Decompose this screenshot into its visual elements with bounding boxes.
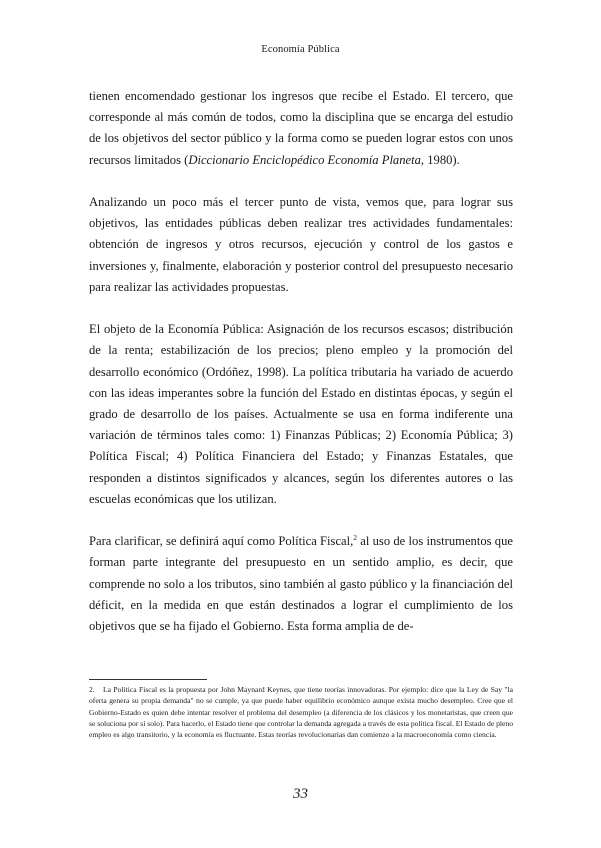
footnote-reference[interactable]: 2 (353, 533, 358, 543)
paragraph-1-text: tienen encomendado gestionar los ingresos que recibe el Estado. El tercero, que corresponde al más común de todos, como la disciplina que se encarga del estudio de los objetivos del sector público y la forma como se pueden lograr estos con unos recursos limitados ( (89, 89, 513, 167)
cited-source: Diccionario Enciclopédico Economía Planeta (188, 152, 421, 167)
footnote (89, 684, 513, 740)
footnote-separator (89, 679, 207, 680)
paragraph-2: Analizando un poco más el tercer punto de vista, vemos que, para lograr sus objetivos, las entidades públicas deben realizar tres actividades fundamentales: obtención de ingresos y otros recursos, ejecución y control de los gastos e inversiones y, finalmente, elaboración y posterior control del presupuesto necesario para realizar las actividades propuestas. (89, 195, 513, 294)
paragraph-4-continued: al uso de los instrumentos que forman parte integrante del presupuesto en un sentido amplio, es decir, que comprende no solo a los tributos, sino también al gasto público y la financiación del déficit, en la medida en que están destinados a lograr el cumplimiento de los objetivos que se ha fijado el Gobierno. Esta forma amplia de de- (89, 534, 513, 634)
paragraph-3: El objeto de la Economía Pública: Asignación de los recursos escasos; distribución de la renta; estabilización de los precios; pleno empleo y la promoción del desarrollo económico (Ordóñez, 1998). La política tributaria ha variado de acuerdo con las ideas imperantes sobre la función del Estado en distintas épocas, y según el grado de desarrollo de los países. Actualmente se usa en forma indiferente una variación de términos tales como: 1) Finanzas Públicas; 2) Economía Pública; 3) Política Fiscal; 4) Política Financiera del Estado; y Finanzas Estatales, que responden a distintos significados y alcances, según los diferentes autores o las escuelas económicas que los utilizan. (89, 322, 513, 506)
footnote-text: La Política Fiscal es la propuesta por John Maynard Keynes, que tiene teorías innovadoras. Por ejemplo: dice que la Ley de Say "la oferta genera su propia demanda" no se cumple, ya que puede haber equilibrio económico aunque exista mucho desempleo. Cree que el Gobierno-Estado es quien debe intentar resolver el problema del desempleo (a diferencia de los clásicos y los monetaristas, que creen que se soluciona por sí solo). Para hacerlo, el Estado tiene que controlar la demanda agregada a través de esta política fiscal. El Estado de pleno empleo es algo transitorio, y la economía es fluctuante. Estas teorías revolucionarias dan comienzo a la macroeconomía como ciencia. (89, 685, 513, 740)
page-number: 33 (293, 786, 308, 802)
footnote-number: 2. (89, 685, 95, 694)
paragraph-4 (89, 531, 513, 637)
paragraph-1-end: , 1980). (420, 152, 460, 167)
running-head: Economía Pública (261, 44, 340, 55)
paragraph-1 (89, 86, 513, 171)
body-text (89, 86, 513, 637)
paragraph-4-text: Para clarificar, se definirá aquí como Política Fiscal, (89, 534, 354, 549)
